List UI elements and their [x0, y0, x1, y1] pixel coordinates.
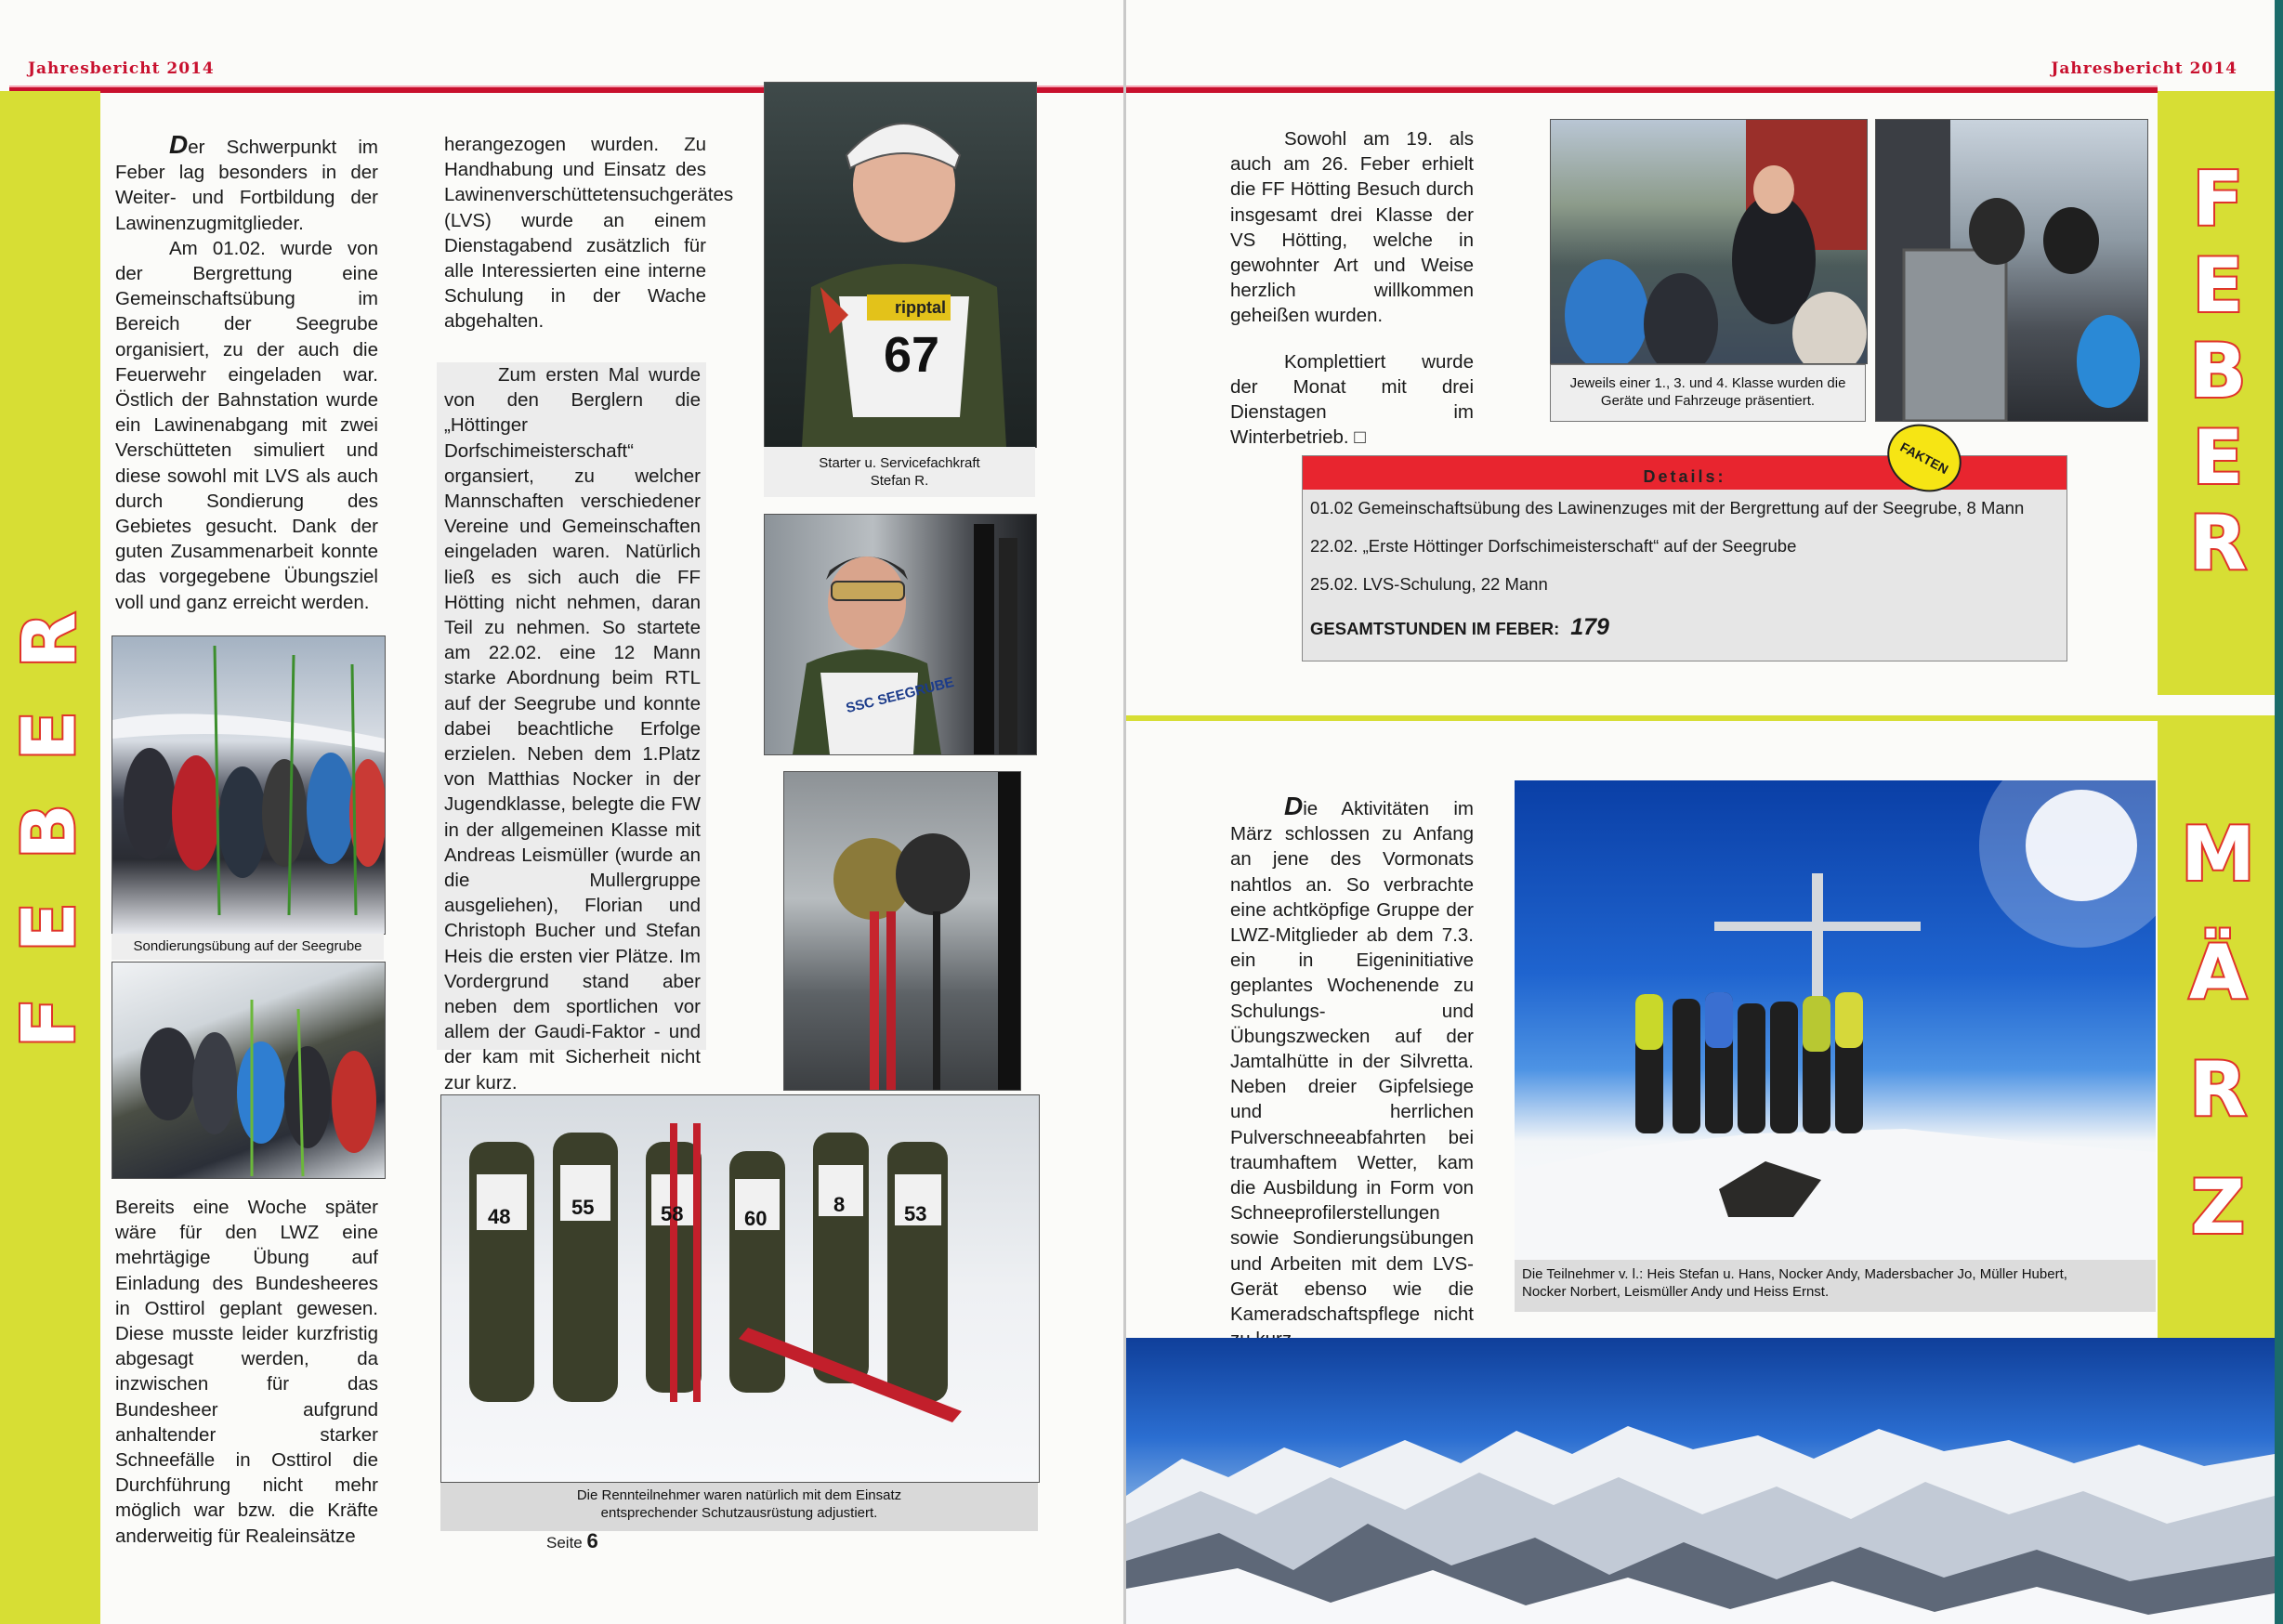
- left-col2-para1: herangezogen wurden. Zu Handhabung und Einsatz des Lawinenverschüttetensuchgerätes (LVS) wurde an einem Dienstagabend zusätzlich für alle Interessierten eine interne Schulung in der Wache abgehalten.: [444, 134, 734, 333]
- right-bottom-month-label: [2167, 811, 2269, 1251]
- caption-summit: [1515, 1260, 2156, 1312]
- photo-sondierung: [112, 635, 386, 935]
- end-mark: □: [1354, 426, 1366, 449]
- left-col1-top: [115, 132, 378, 615]
- photo-starter-sponsor: ripptal: [895, 298, 947, 317]
- header-title-left: Jahresbericht 2014: [28, 59, 215, 78]
- right-bottom-month-label-letter-2: Ä: [2189, 928, 2247, 1015]
- bib-ssc: SSC SEEGRUBE: [844, 674, 956, 717]
- left-month-label-letter-1: F: [7, 998, 92, 1048]
- caption-kids-line2: Geräte und Fahrzeuge präsentiert.: [1600, 393, 1816, 409]
- right-top-month-label: [2167, 156, 2269, 586]
- caption-summit-line2: Nocker Norbert, Leismüller Andy und Heiss Ernst.: [1522, 1284, 1830, 1300]
- bib-number-6: 53: [904, 1202, 927, 1225]
- details-heading: Details:: [1303, 456, 2067, 490]
- left-col2-top: [444, 132, 734, 334]
- caption-sondierung: Sondierungsübung auf der Seegrube: [112, 934, 384, 960]
- right-feb-para1: Sowohl am 19. als auch am 26. Feber erhielt die FF Hötting Besuch durch insgesamt drei Klasse der VS Hötting, welche in gewohnter Art und Weise herzlich willkommen geheißen wurden.: [1230, 128, 1474, 327]
- photo-snow-line: [112, 962, 386, 1179]
- right-top-month-label-letter-3: B: [2189, 328, 2247, 414]
- photo-summit: [1515, 780, 2156, 1262]
- photo-helmets: [783, 771, 1021, 1091]
- left-month-label-letter-5: R: [8, 611, 92, 669]
- racer-bib-numbers: [441, 1095, 1039, 1482]
- photo-skier-glasses-figure: [765, 515, 1036, 754]
- left-col1-bottom: [115, 1195, 378, 1549]
- left-col2-para2: Zum ersten Mal wurde von den Berglern die „Höttinger Dorfschimeisterschaft“ organsiert, zu welcher Mannschaften verschiedener Vereine und Gemeinschaften eingeladen waren. Natürlich ließ es sich auch die FF Hötting nicht nehmen, daran Teil zu nehmen. So startete am 22.02. eine 12 Mann starke Abordnung beim RTL auf der Seegrube und konnte dabei beachtliche Erfolge erzielen. Neben dem 1.Platz von Matthias Nocker in der Jugendklasse, belegte die FW in der allgemeinen Klasse mit Andreas Leismüller (wurde an die Mullergruppe ausgeliehen), Florian und Christoph Bucher und Stefan Heis die ersten vier Plätze. Im Vordergrund stand aber neben dem sportlichen vor allem der Gaudi-Faktor - und der kam mit Sicherheit nicht zur kurz.: [444, 364, 701, 1094]
- intro-text: er Schwerpunkt im Feber lag besonders in der Weiter- und Fortbildung der Lawinenzugmitglieder.: [115, 137, 378, 234]
- photo-sondierung-figures: [112, 636, 385, 934]
- photo-kids-2: [1875, 119, 2148, 422]
- photo-kids-1-figures: [1551, 120, 1867, 363]
- left-col2-shaded: [437, 362, 706, 1094]
- caption-kids: [1550, 364, 1866, 422]
- caption-racers-line2: entsprechender Schutzausrüstung adjustiert.: [600, 1505, 878, 1521]
- left-col1-para2: Am 01.02. wurde von der Bergrettung eine Gemeinschaftsübung im Bereich der Seegrube organisiert, zu der auch die Feuerwehr eingeladen war. Östlich der Bahnstation wurde ein Lawinenabgang mit zwei Verschütteten simuliert und diese sowohl mit LVS als auch durch Sondierung des Gebietes gesucht. Dank der guten Zusammenarbeit konnte das vorgegebene Übungsziel voll und ganz erreicht werden.: [115, 237, 378, 613]
- right-bottom-month-label-letter-1: M: [2181, 811, 2255, 897]
- left-page: [0, 0, 1124, 1624]
- maerz-dropcap: D: [1284, 792, 1304, 820]
- section-divider: [1126, 715, 2158, 721]
- dropcap: D: [169, 130, 189, 159]
- maerz-body: ie Aktivitäten im März schlossen zu Anfang an jene des Vormonats nahtlos an. So verbrachte eine achtköpfige Gruppe der LWZ-Mitglieder ab dem 7.3. ein in Eigeninitiative geplantes Wochenende zu Schulungs- und Übungszwecken auf der Jamtalhütte in der Silvretta. Neben dreier Gipfelsiege und herrlichen Pulverschneeabfahrten bei traumhaftem Wetter, kam die Ausbildung in Form von Schneeprofilerstellungen sowie Sondierungsübungen und Arbeiten mit dem LVS-Gerät ebenso wie die Kameradschaftspflege nicht: [1230, 798, 1474, 1326]
- left-month-label-letter-3: B: [7, 804, 92, 859]
- left-month-label: [4, 604, 97, 1059]
- bib-number-1: 48: [488, 1205, 511, 1228]
- photo-mountain-panorama-ridges: [1126, 1338, 2275, 1624]
- right-top-month-label-letter-1: F: [2192, 156, 2244, 242]
- left-month-label-letter-4: E: [7, 711, 92, 761]
- bib-number-5: 8: [833, 1193, 846, 1216]
- details-total: [1310, 614, 1609, 641]
- caption-starter-line2: Stefan R.: [870, 473, 929, 489]
- photo-starter: [764, 82, 1037, 448]
- right-bottom-month-label-letter-3: R: [2189, 1046, 2247, 1133]
- details-row-2: 22.02. „Erste Höttinger Dorfschimeisterschaft“ auf der Seegrube: [1310, 536, 1797, 556]
- photo-starter-figure: [765, 83, 1036, 447]
- header-title-right: Jahresbericht 2014: [2051, 59, 2237, 78]
- photo-mountain-panorama: [1126, 1338, 2275, 1624]
- photo-kids-1: [1550, 119, 1868, 364]
- caption-starter: [764, 447, 1035, 497]
- photo-skier-glasses: [764, 514, 1037, 755]
- caption-starter-line1: Starter u. Servicefachkraft: [819, 455, 980, 471]
- fakten-badge: FAKTEN: [1875, 412, 1973, 504]
- bib-number-2: 55: [571, 1196, 595, 1219]
- right-bottom-month-label-letter-4: Z: [2190, 1163, 2245, 1251]
- page-number-label: Seite: [546, 1534, 583, 1552]
- bib-number-4: 60: [744, 1207, 768, 1230]
- bib-number-3: 58: [661, 1202, 684, 1225]
- details-box: [1302, 455, 2067, 661]
- right-feb-para2: Komplettiert wurde der Monat mit drei Dienstagen im Winterbetrieb.: [1230, 350, 1474, 449]
- details-row-3: 25.02. LVS-Schulung, 22 Mann: [1310, 574, 1548, 594]
- caption-summit-line1: Die Teilnehmer v. l.: Heis Stefan u. Hans, Nocker Andy, Madersbacher Jo, Müller Hubert,: [1522, 1266, 2067, 1282]
- page-number: [546, 1529, 598, 1553]
- bib-67: 67: [884, 327, 940, 383]
- photo-racers: [440, 1094, 1040, 1483]
- header-rule-right: [1126, 85, 2158, 93]
- photo-helmets-items: [784, 772, 1020, 1090]
- right-top-month-label-letter-5: R: [2189, 500, 2247, 586]
- page-number-value: 6: [586, 1529, 598, 1552]
- right-maerz-text: [1230, 793, 1474, 1352]
- caption-racers-line1: Die Rennteilnehmer waren natürlich mit dem Einsatz: [576, 1487, 902, 1503]
- left-month-label-letter-2: E: [7, 902, 92, 952]
- left-col1-para3: Bereits eine Woche später wäre für den LWZ eine mehrtägige Übung auf Einladung des Bundesheeres in Osttirol geplant gewesen. Diese musste leider kurzfristig abgesagt werden, da inzwischen für das Bundesheer aufgrund anhaltender starker Schneefälle in Osttirol die Durchführung nicht mehr möglich war bzw. die Kräfte anderweitig für Realeinsätze: [115, 1197, 378, 1547]
- photo-snow-line-figures: [112, 963, 385, 1178]
- details-total-value: 179: [1570, 614, 1609, 640]
- caption-kids-line1: Jeweils einer 1., 3. und 4. Klasse wurden die: [1569, 375, 1846, 391]
- photo-kids-2-figures: [1876, 120, 2147, 421]
- details-row-1: 01.02 Gemeinschaftsübung des Lawinenzuges mit der Bergrettung auf der Seegrube, 8 Mann: [1310, 498, 2025, 517]
- right-page: [1126, 0, 2275, 1624]
- caption-racers: [440, 1483, 1038, 1531]
- photo-summit-scene: [1515, 780, 2156, 1262]
- right-feb-text: [1230, 126, 1474, 450]
- details-total-label: GESAMTSTUNDEN IM FEBER:: [1310, 619, 1560, 638]
- right-top-month-label-letter-4: E: [2192, 413, 2244, 501]
- right-top-month-label-letter-2: E: [2192, 242, 2244, 329]
